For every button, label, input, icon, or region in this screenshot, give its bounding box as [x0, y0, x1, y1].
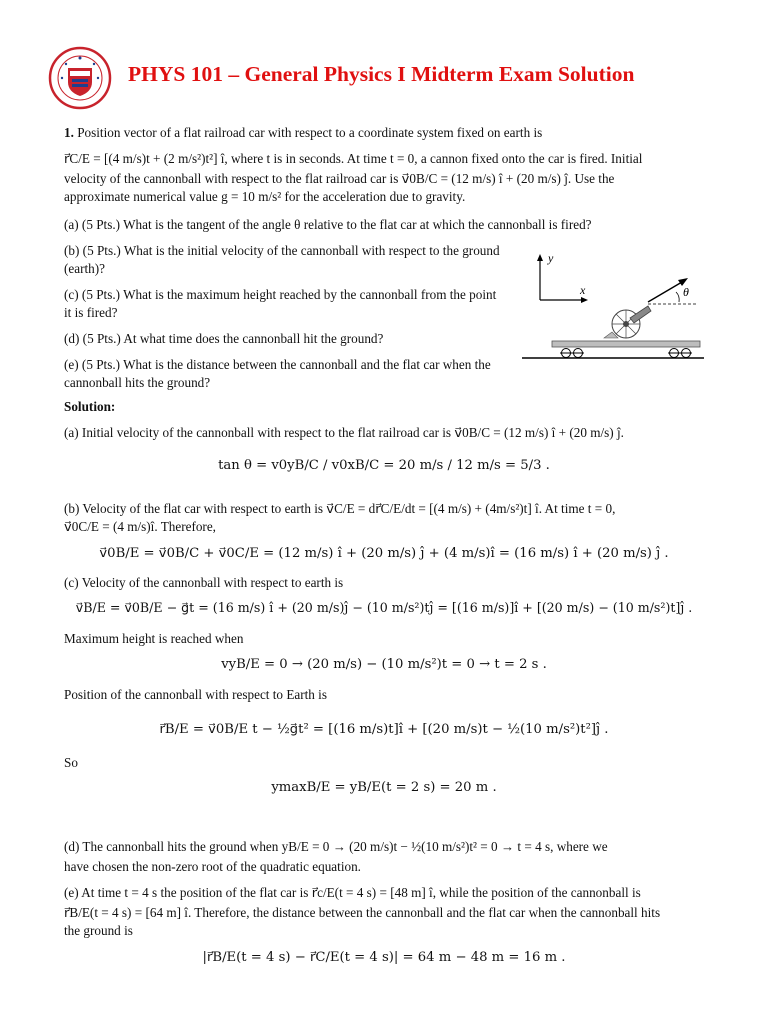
- solution-c-equation-1: v⃗B/E = v⃗0B/E − g⃗t = (16 m/s) î + (20 m/s)ĵ − (10 m/s²)tĵ = [(16 m/s)]î + [(20 m/s) − (10 m/s²)t]ĵ .: [75, 600, 693, 615]
- solution-heading: Solution:: [64, 399, 116, 414]
- solution-c-text-4: So: [64, 755, 78, 770]
- solution-c-equation-2: vyB/E = 0 → (20 m/s) − (10 m/s²)t = 0 → t = 2 s .: [221, 657, 547, 672]
- solution-d-text-1: (d) The cannonball hits the ground when yB/E = 0 → (20 m/s)t − ½(10 m/s²)t² = 0 → t = 4 s, where we: [64, 839, 608, 854]
- question-a: (a) (5 Pts.) What is the tangent of the angle θ relative to the flat car at which the cannonball is fired?: [64, 217, 592, 232]
- solution-d-text-2: have chosen the non-zero root of the quadratic equation.: [64, 859, 361, 874]
- solution-a-equation: tan θ = v0yB/C / v0xB/C = 20 m/s / 12 m/s = 5/3 .: [218, 458, 550, 473]
- solution-c-text-3: Position of the cannonball with respect to Earth is: [64, 687, 327, 702]
- axes: [537, 251, 588, 303]
- cannon-flatcar-diagram: [518, 248, 708, 376]
- cannon: [604, 306, 651, 338]
- x-axis-label: x: [580, 283, 586, 297]
- university-logo-icon: [48, 46, 112, 110]
- solution-e-equation: |r⃗B/E(t = 4 s) − r⃗C/E(t = 4 s)| = 64 m − 48 m = 16 m .: [202, 950, 566, 965]
- solution-b-equation: v⃗0B/E = v⃗0B/C + v⃗0C/E = (12 m/s) î + (20 m/s) ĵ + (4 m/s)î = (16 m/s) î + (20 m/s) ĵ .: [99, 546, 669, 561]
- solution-e-text-2: r⃗B/E(t = 4 s) = [64 m] î. Therefore, the distance between the cannonball and the flat car when the cannonball hits: [64, 905, 661, 920]
- y-axis-label: y: [548, 251, 554, 265]
- solution-b-text-2: v⃗0C/E = (4 m/s)î. Therefore,: [64, 519, 216, 534]
- solution-c-equation-3: r⃗B/E = v⃗0B/E t − ½g⃗t² = [(16 m/s)t]î + [(20 m/s)t − ½(10 m/s²)t²]ĵ .: [159, 722, 609, 737]
- solution-e-text-3: the ground is: [64, 923, 133, 938]
- angle-label: θ: [683, 285, 689, 299]
- solution-c-text-2: Maximum height is reached when: [64, 631, 244, 646]
- velocity-arrow: [648, 278, 698, 304]
- question-e: (e) (5 Pts.) What is the distance between the cannonball and the flat car when the cannonball hits the ground?: [64, 357, 491, 390]
- flat-car: [522, 341, 704, 358]
- problem-intro: [64, 124, 710, 142]
- solution-c-equation-4: ymaxB/E = yB/E(t = 2 s) = 20 m .: [271, 780, 497, 795]
- solution-c-text-1: (c) Velocity of the cannonball with respect to earth is: [64, 575, 344, 590]
- question-c: (c) (5 Pts.) What is the maximum height reached by the cannonball from the point it is fired?: [64, 287, 497, 320]
- problem-number: 1.: [64, 125, 74, 140]
- question-b: (b) (5 Pts.) What is the initial velocity of the cannonball with respect to the ground (earth)?: [64, 243, 500, 276]
- problem-line-4: approximate numerical value g = 10 m/s² for the acceleration due to gravity.: [64, 189, 466, 204]
- solution-e-text-1: (e) At time t = 4 s the position of the flat car is r⃗c/E(t = 4 s) = [48 m] î, while the position of the cannonball is: [64, 885, 641, 900]
- question-d: (d) (5 Pts.) At what time does the cannonball hit the ground?: [64, 331, 384, 346]
- problem-line-2: r⃗C/E = [(4 m/s)t + (2 m/s²)t²] î, where t is in seconds. At time t = 0, a cannon fixed onto the car is fired. Initial: [64, 151, 643, 166]
- problem-line-3: velocity of the cannonball with respect to the flat railroad car is v⃗0B/C = (12 m/s) î + (20 m/s) ĵ. Use the: [64, 171, 615, 186]
- solution-a-text: (a) Initial velocity of the cannonball with respect to the flat railroad car is v⃗0B/C = (12 m/s) î + (20 m/s) ĵ.: [64, 425, 624, 440]
- page-title: PHYS 101 – General Physics I Midterm Exam Solution: [128, 62, 635, 86]
- solution-b-text-1: (b) Velocity of the flat car with respect to earth is v⃗C/E = dr⃗C/E/dt = [(4 m/s) + (4m/s²)t] î. At time t = 0,: [64, 501, 616, 516]
- problem-intro-text: Position vector of a flat railroad car with respect to a coordinate system fixed on earth is: [77, 125, 543, 140]
